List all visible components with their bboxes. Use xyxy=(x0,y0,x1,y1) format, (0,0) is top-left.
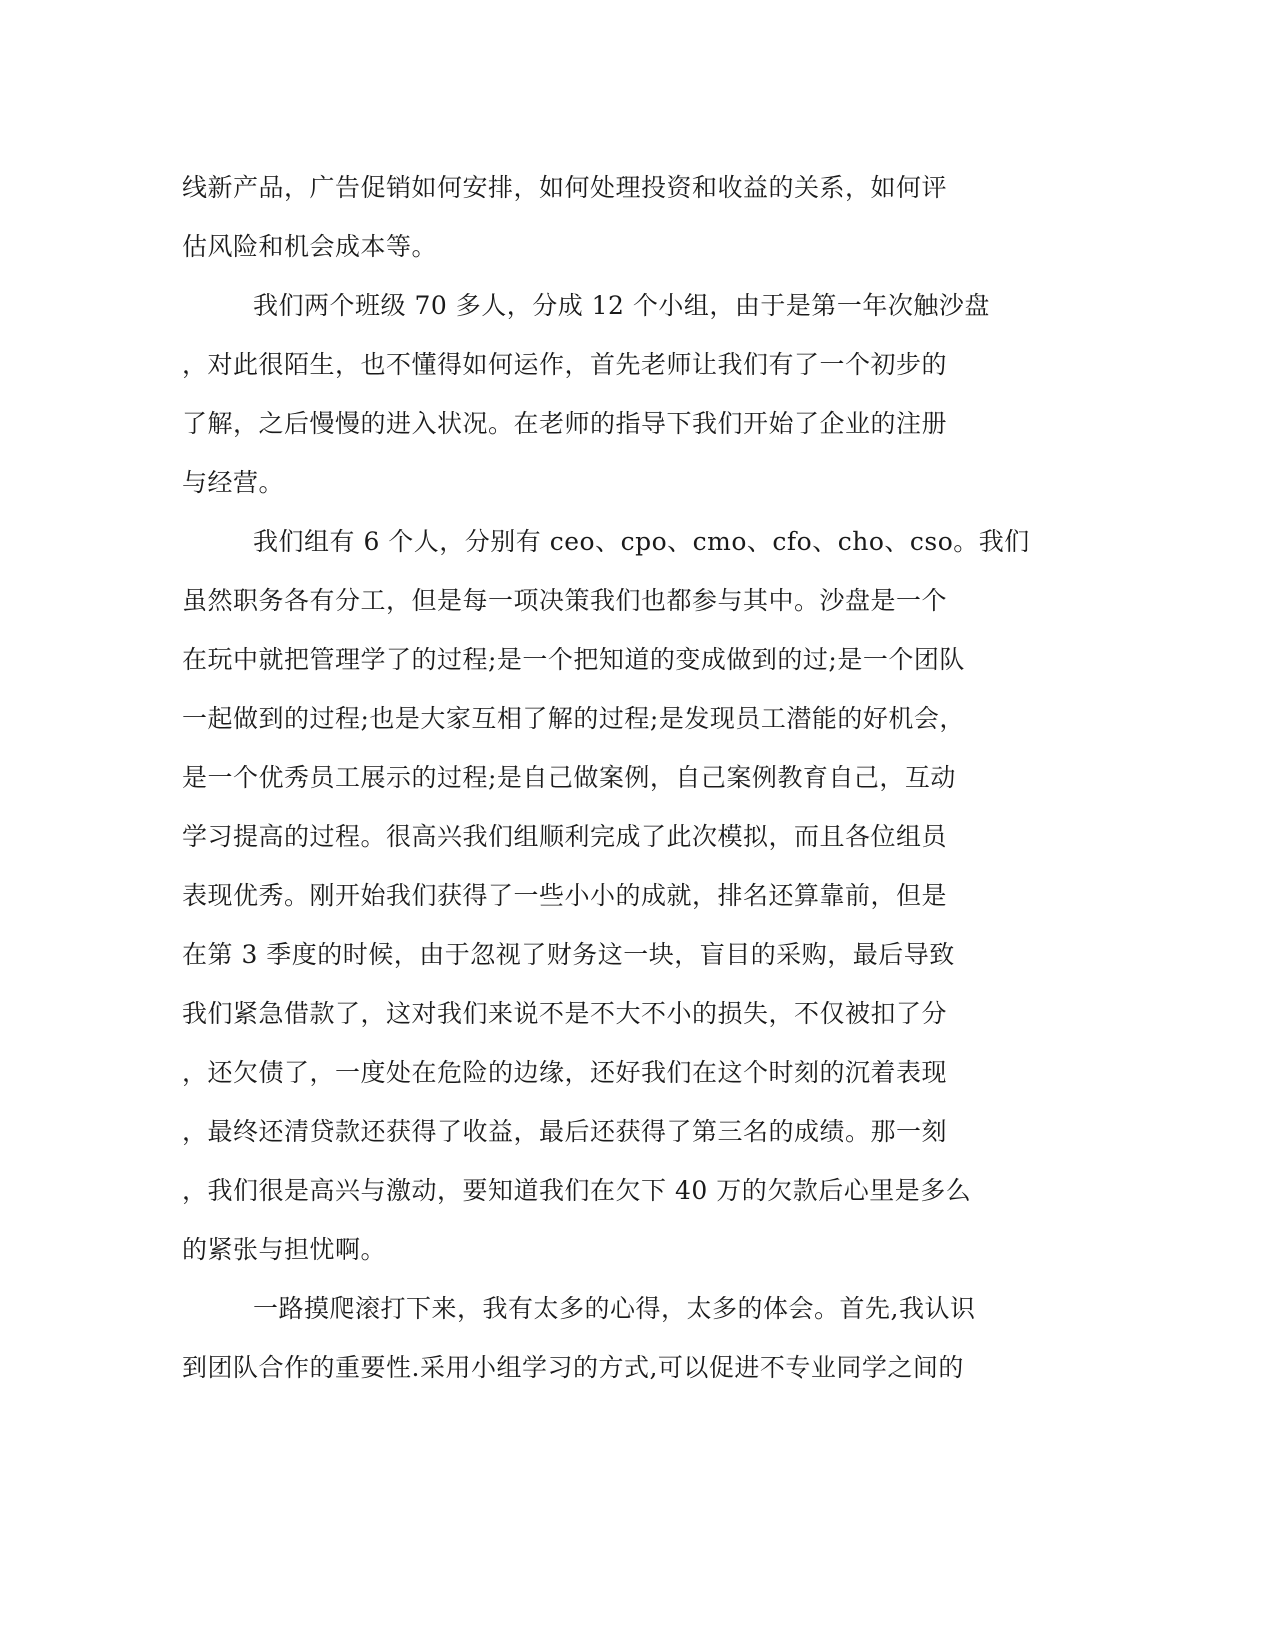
text-line: 在玩中就把管理学了的过程;是一个把知道的变成做到的过;是一个团队 xyxy=(182,645,965,674)
text-line: 我们两个班级 70 多人，分成 12 个小组，由于是第一年次触沙盘 xyxy=(253,291,990,320)
text-line: ，我们很是高兴与激动，要知道我们在欠下 40 万的欠款后心里是多么 xyxy=(182,1176,972,1205)
text-line: 在第 3 季度的时候，由于忽视了财务这一块，盲目的采购，最后导致 xyxy=(182,940,955,969)
text-line: 虽然职务各有分工，但是每一项决策我们也都参与其中。沙盘是一个 xyxy=(182,586,948,615)
body-text xyxy=(182,158,1042,1397)
text-line: ，最终还清贷款还获得了收益，最后还获得了第三名的成绩。那一刻 xyxy=(182,1117,948,1146)
text-line: ，对此很陌生，也不懂得如何运作，首先老师让我们有了一个初步的 xyxy=(182,350,948,379)
text-line: 是一个优秀员工展示的过程;是自己做案例，自己案例教育自己，互动 xyxy=(182,763,956,792)
text-line: 的紧张与担忧啊。 xyxy=(182,1235,387,1264)
text-line: 我们组有 6 个人，分别有 ceo、cpo、cmo、cfo、cho、cso。我们 xyxy=(253,527,1030,556)
text-line: 学习提高的过程。很高兴我们组顺利完成了此次模拟，而且各位组员 xyxy=(182,822,948,851)
text-line: ，还欠债了，一度处在危险的边缘，还好我们在这个时刻的沉着表现 xyxy=(182,1058,948,1087)
text-line: 了解，之后慢慢的进入状况。在老师的指导下我们开始了企业的注册 xyxy=(182,409,948,438)
text-line: 与经营。 xyxy=(182,468,285,497)
text-line: 表现优秀。刚开始我们获得了一些小小的成就，排名还算靠前，但是 xyxy=(182,881,948,910)
text-line: 估风险和机会成本等。 xyxy=(182,232,438,261)
text-line: 到团队合作的重要性.采用小组学习的方式,可以促进不专业同学之间的 xyxy=(182,1353,964,1382)
text-line: 一路摸爬滚打下来，我有太多的心得，太多的体会。首先,我认识 xyxy=(253,1294,976,1323)
text-line: 线新产品，广告促销如何安排，如何处理投资和收益的关系，如何评 xyxy=(182,173,948,202)
text-line: 一起做到的过程;也是大家互相了解的过程;是发现员工潜能的好机会， xyxy=(182,704,965,733)
text-line: 我们紧急借款了，这对我们来说不是不大不小的损失，不仅被扣了分 xyxy=(182,999,948,1028)
